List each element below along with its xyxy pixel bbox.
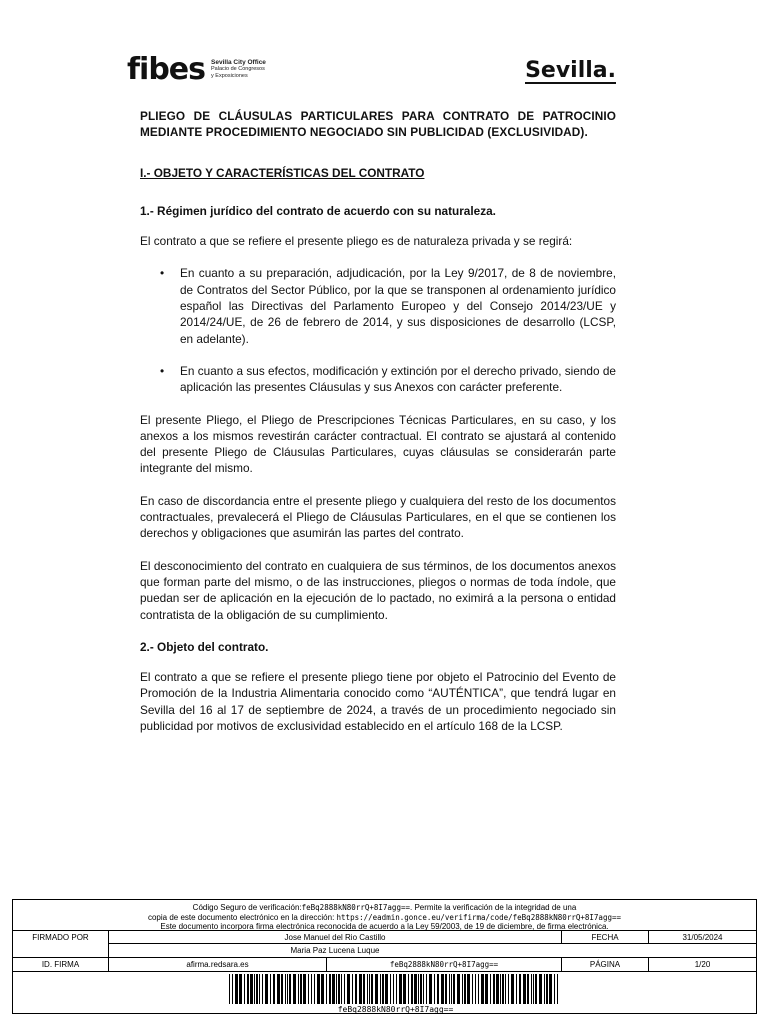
fibes-sub-line3: y Exposiciones <box>211 73 248 79</box>
barcode-bar <box>516 974 517 1004</box>
verification-line3: Este documento incorpora firma electrónica reconocida de acuerdo a la Ley 59/2003, de 19 de diciembre, de firma electrónica. <box>160 922 609 931</box>
barcode-bar <box>262 974 263 1004</box>
barcode-bar <box>505 974 506 1004</box>
fecha-label: FECHA <box>561 931 648 944</box>
barcode-bar <box>408 974 409 1004</box>
barcode-bar <box>535 974 537 1004</box>
pagina-label: PÁGINA <box>561 958 648 971</box>
fibes-logo-subtitle <box>211 59 266 80</box>
pagina-value: 1/20 <box>648 958 756 971</box>
barcode-bar <box>311 974 312 1004</box>
barcode-bar <box>475 974 476 1004</box>
barcode-bar <box>239 974 242 1004</box>
barcode-bar <box>557 974 558 1004</box>
barcode-bar <box>502 974 504 1004</box>
verification-line1: Código Seguro de verificación:feBq2888kN80rrQ+8I7agg==. Permite la verificación de la integridad de una <box>192 903 577 912</box>
barcode-bar <box>382 974 384 1004</box>
barcode-bar <box>441 974 444 1004</box>
barcode-bar <box>273 974 275 1004</box>
barcode-bar <box>341 974 342 1004</box>
barcode-bar <box>462 974 463 1004</box>
barcode-bar <box>317 974 320 1004</box>
barcode-bar <box>493 974 495 1004</box>
barcode-bar <box>375 974 378 1004</box>
barcode-bar <box>338 974 340 1004</box>
barcode-bar <box>326 974 327 1004</box>
document-title: PLIEGO DE CLÁUSULAS PARTICULARES PARA CONTRATO DE PATROCINIO MEDIANTE PROCEDIMIENTO NEGOCIADO SIN PUBLICIDAD (EXCLUSIVIDAD). <box>140 109 616 140</box>
barcode-bar <box>511 974 514 1004</box>
barcode-bar <box>429 974 432 1004</box>
barcode-bar <box>485 974 488 1004</box>
barcode-bar <box>300 974 302 1004</box>
barcode-bar <box>396 974 397 1004</box>
barcode-bar <box>314 974 315 1004</box>
barcode-bar <box>229 974 230 1004</box>
section-heading-objeto: I.- OBJETO Y CARACTERÍSTICAS DEL CONTRATO <box>140 165 425 180</box>
paragraph-discordancia: En caso de discordancia entre el presente pliego y cualquiera del resto de los documentos contractuales, prevalecerá el Pliego de Cláusulas Particulares, en el que se contienen los derechos y obligaciones que asumirán las partes del contrato. <box>140 493 616 541</box>
barcode-bar <box>527 974 529 1004</box>
barcode-bar <box>481 974 484 1004</box>
barcode-area <box>229 972 562 1014</box>
paragraph-caracter-contractual: El presente Pliego, el Pliego de Prescripciones Técnicas Particulares, en su caso, y los anexos a los mismos revestirán carácter contractual. El contrato se ajustará al contenido del presente Pliego de Cláusulas Particulares, cuyas cláusulas se considerarán parte integrante del mismo. <box>140 412 616 476</box>
barcode-bar <box>232 974 233 1004</box>
bullet-item-efectos: • En cuanto a sus efectos, modificación y extinción por el derecho privado, siendo de aplicación las presentes Cláusulas y sus Anexos con carácter preferente. <box>180 363 616 396</box>
paragraph-naturaleza: El contrato a que se refiere el presente pliego es de naturaleza privada y se regirá: <box>140 234 573 249</box>
barcode-bar <box>308 974 309 1004</box>
barcode-bar <box>385 974 388 1004</box>
barcode-bar <box>380 974 381 1004</box>
barcode-bar <box>500 974 501 1004</box>
barcode-bar <box>371 974 373 1004</box>
barcode-bar <box>329 974 331 1004</box>
fecha-value: 31/05/2024 <box>648 931 756 944</box>
barcode-bar <box>539 974 542 1004</box>
barcode-bar <box>235 974 238 1004</box>
signers-cell <box>108 931 561 957</box>
barcode-bar <box>508 974 509 1004</box>
csv-code[interactable]: feBq2888kN80rrQ+8I7agg== <box>301 903 410 912</box>
barcode-bar <box>344 974 345 1004</box>
verification-notice <box>13 900 756 931</box>
barcode-bar <box>363 974 365 1004</box>
barcode-bar <box>490 974 491 1004</box>
barcode-bar <box>390 974 391 1004</box>
barcode-bar <box>418 974 419 1004</box>
barcode-bar <box>423 974 424 1004</box>
barcode-bar <box>367 974 368 1004</box>
barcode-bar <box>250 974 253 1004</box>
barcode-bar <box>256 974 258 1004</box>
barcode-bar <box>549 974 552 1004</box>
barcode-bar <box>321 974 324 1004</box>
barcode-bar <box>287 974 288 1004</box>
barcode-bar <box>478 974 479 1004</box>
barcode-bar <box>289 974 291 1004</box>
barcode-bar <box>554 974 555 1004</box>
barcode-bar <box>399 974 402 1004</box>
fibes-sub-line1: Sevilla City Office <box>211 59 266 66</box>
barcode-bar <box>352 974 353 1004</box>
bullet-item-preparacion: • En cuanto a su preparación, adjudicación, por la Ley 9/2017, de 8 de noviembre, de Contratos del Sector Público, por la que se transponen al ordenamiento jurídico español las Directivas del Parlamento Europeo y del Consejo 2014/23/UE y 2014/24/UE, de 26 de febrero de 2014, y sus disposiciones de desarrollo (LCSP, en adelante). <box>180 265 616 346</box>
barcode-bar <box>336 974 337 1004</box>
barcode-bar <box>420 974 422 1004</box>
barcode-bar <box>347 974 350 1004</box>
barcode-bar <box>531 974 532 1004</box>
barcode-bar <box>332 974 335 1004</box>
barcode-bar <box>451 974 452 1004</box>
barcode-bar <box>457 974 460 1004</box>
barcode-bar <box>472 974 473 1004</box>
firmado-por-row <box>13 931 756 958</box>
barcode-bar <box>467 974 470 1004</box>
barcode-bar <box>519 974 521 1004</box>
verification-line2: copia de este documento electrónico en la dirección: https://eadmin.gonce.eu/verifirma/code/feBq2888kN80rrQ+8I7agg== <box>147 912 622 922</box>
bullet-list <box>140 265 616 395</box>
barcode-bar <box>426 974 427 1004</box>
paragraph-objeto: El contrato a que se refiere el presente pliego tiene por objeto el Patrocinio del Evento de Promoción de la Industria Alimentaria conocido como “AUTÉNTICA”, que tendrá lugar en Sevilla del 16 al 17 de septiembre de 2024, a través de un procedimiento negociado sin publicidad por motivos de exclusividad establecido en el artículo 168 de la LCSP. <box>140 670 616 734</box>
barcode-bar <box>496 974 499 1004</box>
barcode-bar <box>369 974 370 1004</box>
barcode-bar <box>453 974 455 1004</box>
barcode-bar <box>411 974 413 1004</box>
barcode-bar <box>247 974 249 1004</box>
fibes-sub-line2: Palacio de Congresos <box>211 66 265 72</box>
barcode-bar <box>244 974 245 1004</box>
signature-verification-box <box>12 899 757 1014</box>
fibes-logo-text: fibes <box>127 52 206 87</box>
barcode-bar <box>434 974 435 1004</box>
barcode-bar <box>285 974 286 1004</box>
barcode-bar <box>523 974 526 1004</box>
fibes-logo <box>127 52 266 87</box>
barcode-bar <box>437 974 439 1004</box>
barcode-bar <box>414 974 417 1004</box>
verification-url-link[interactable]: https://eadmin.gonce.eu/verifirma/code/feBq2888kN80rrQ+8I7agg== <box>336 912 622 922</box>
subheading-objeto-contrato: 2.- Objeto del contrato. <box>140 639 269 654</box>
barcode-image <box>229 974 562 1004</box>
id-firma-code: feBq2888kN80rrQ+8I7agg== <box>326 958 561 971</box>
document-body <box>140 108 616 750</box>
barcode-bar <box>449 974 450 1004</box>
barcode-bar <box>355 974 357 1004</box>
barcode-bar <box>359 974 362 1004</box>
id-firma-value: afirma.redsara.es <box>108 958 326 971</box>
barcode-bar <box>464 974 466 1004</box>
barcode-bar <box>259 974 260 1004</box>
signer-1: Jose Manuel del Rio Castillo <box>109 931 561 944</box>
barcode-bar <box>293 974 296 1004</box>
firmado-por-label: FIRMADO POR <box>32 933 89 942</box>
id-firma-label: ID. FIRMA <box>41 960 80 969</box>
barcode-bar <box>303 974 306 1004</box>
barcode-bar <box>544 974 545 1004</box>
barcode-bar <box>445 974 447 1004</box>
barcode-bar <box>277 974 280 1004</box>
barcode-bar <box>393 974 394 1004</box>
barcode-bar <box>270 974 271 1004</box>
barcode-bar <box>533 974 534 1004</box>
barcode-bar <box>265 974 268 1004</box>
paragraph-desconocimiento: El desconocimiento del contrato en cualquiera de sus términos, de los documentos anexos que forman parte del mismo, o de las instrucciones, pliegos o normas de toda índole, que puedan ser de aplicación en la ejecución de lo pactado, no eximirá a la persona o entidad contratista de la obligación de su cumplimiento. <box>140 558 616 622</box>
barcode-bar <box>281 974 283 1004</box>
barcode-text: feBq2888kN80rrQ+8I7agg== <box>337 1005 454 1014</box>
barcode-bar <box>403 974 406 1004</box>
signer-2: Maria Paz Lucena Luque <box>290 946 380 955</box>
barcode-bar <box>546 974 548 1004</box>
subheading-regimen-juridico: 1.- Régimen jurídico del contrato de acuerdo con su naturaleza. <box>140 203 496 218</box>
sevilla-logo: Sevilla. <box>525 58 616 83</box>
barcode-bar <box>298 974 299 1004</box>
id-firma-row <box>13 958 756 972</box>
barcode-bar <box>254 974 255 1004</box>
